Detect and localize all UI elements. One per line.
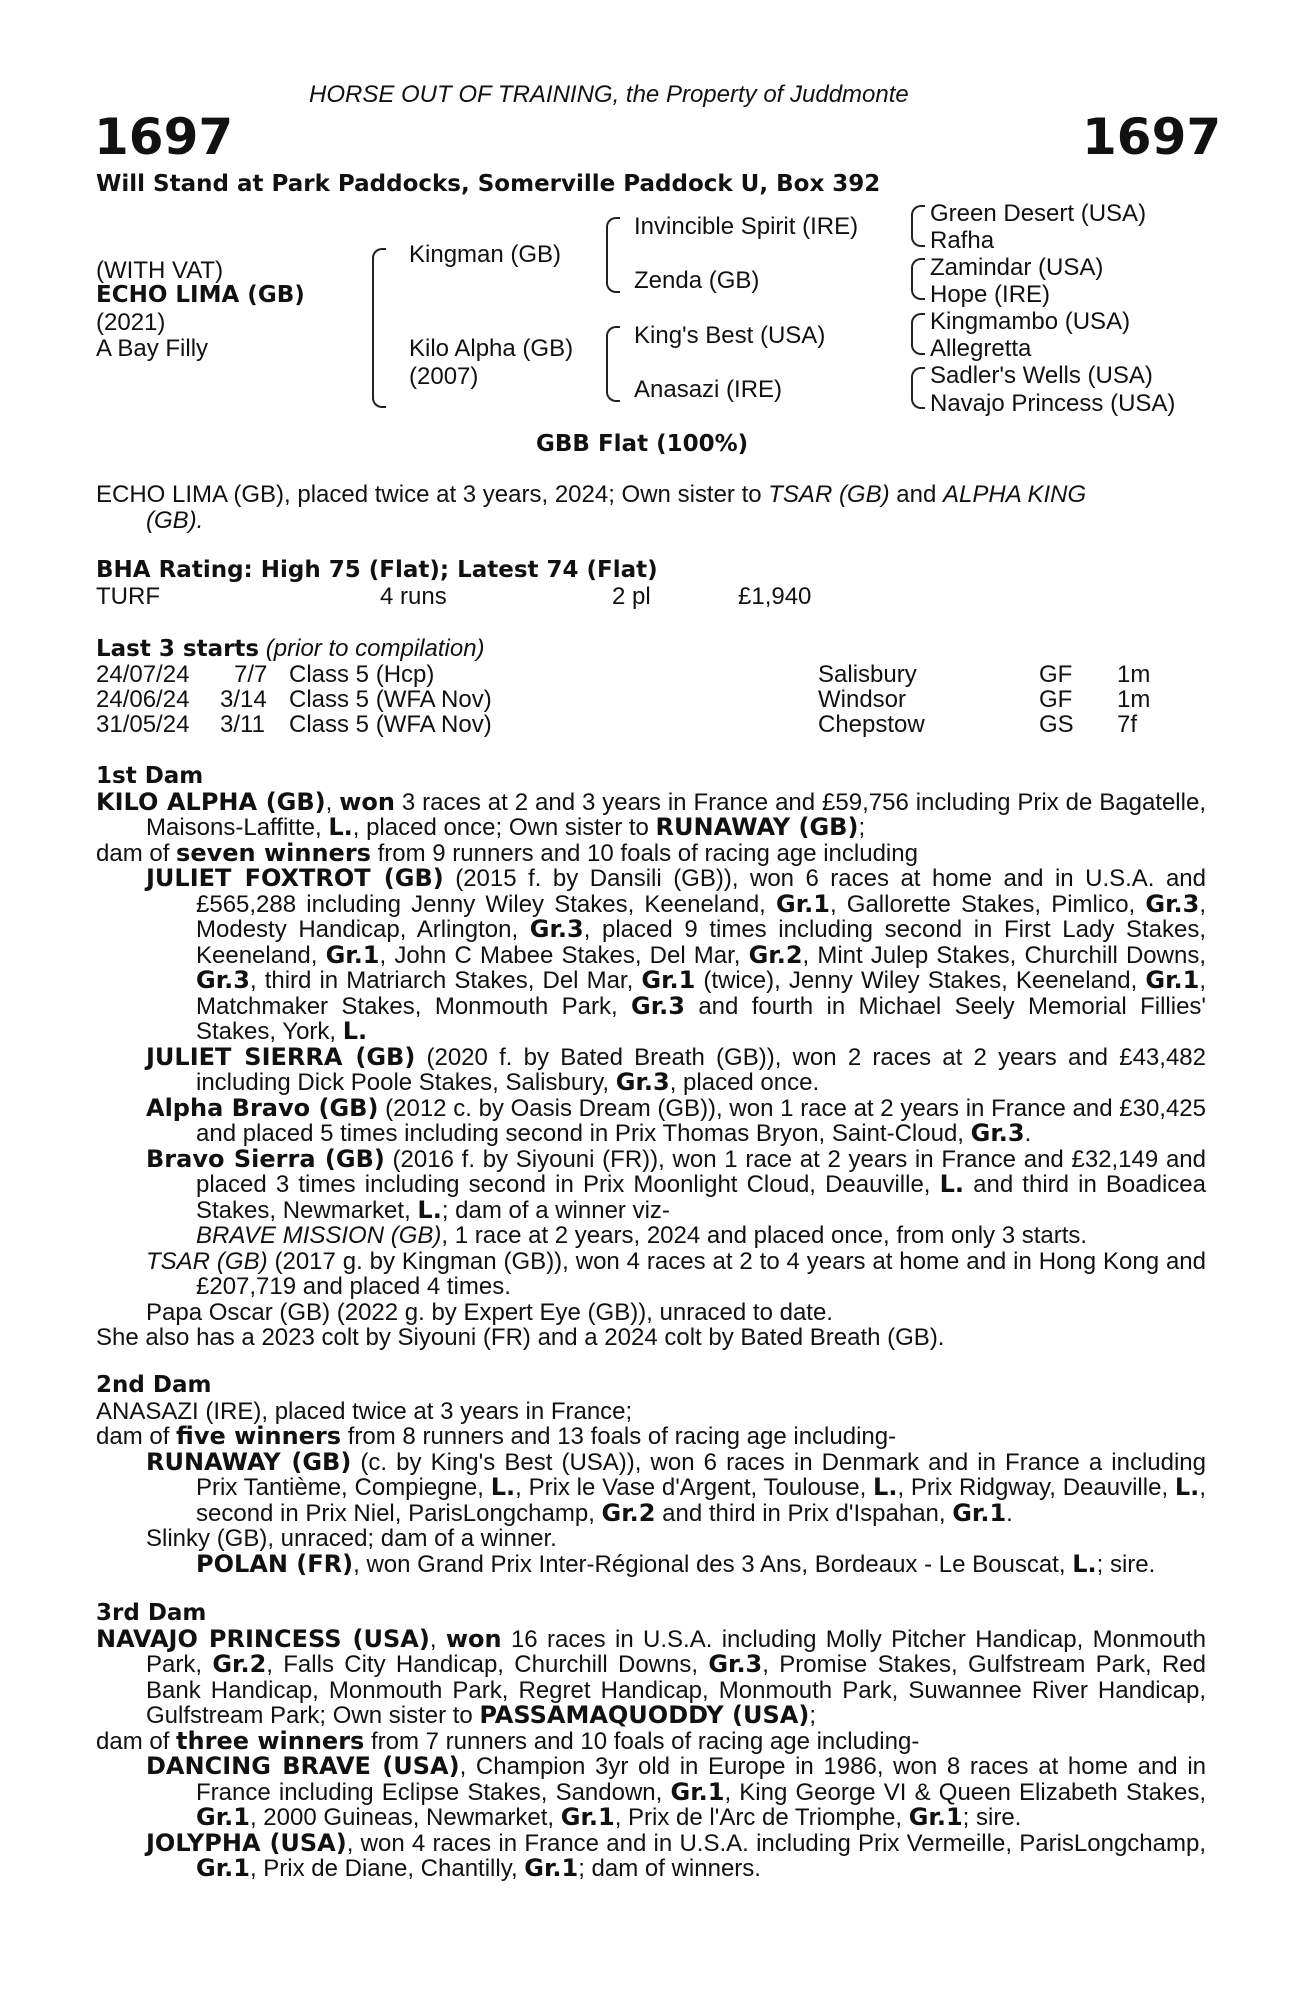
list-item: DANCING BRAVE (USA), Champion 3yr old in Europe in 1986, won 8 races at home and in France including Eclipse Stakes, Sandown, Gr.1, King George VI & Queen Elizabeth Stakes, Gr.1, 2000 Guineas, Newmarket, Gr.1, Prix de l'Arc de Triomphe, Gr.1; sire. (146, 1752, 1206, 1831)
summary: ECHO LIMA (GB), placed twice at 3 years, 2024; Own sister to TSAR (GB) and ALPHA KING (GB). (96, 481, 1087, 534)
dam-also-note: She also has a 2023 colt by Siyouni (FR) and a 2024 colt by Bated Breath (GB). (96, 1324, 945, 1351)
pedigree-dam: Kilo Alpha (GB) (409, 335, 574, 362)
section-title: 3rd Dam (96, 1600, 207, 1626)
list-item: POLAN (FR), won Grand Prix Inter-Régional des 3 Ans, Bordeaux - Le Bouscat, L.; sire. (196, 1549, 1156, 1578)
start-going: GF (1039, 686, 1073, 713)
vat-note: (WITH VAT) (96, 257, 224, 284)
dam-record: ANASAZI (IRE), placed twice at 3 years in France; (96, 1397, 633, 1425)
first-dam-section (96, 764, 1206, 1351)
pedigree-g3-8: Navajo Princess (USA) (930, 390, 1176, 417)
start-race: Class 5 (WFA Nov) (289, 686, 492, 713)
horse-description: A Bay Filly (96, 335, 209, 362)
table-row: 24/07/24 (96, 661, 190, 688)
start-dist: 1m (1117, 686, 1151, 713)
start-going: GS (1039, 711, 1074, 738)
rating-placed: 2 pl (612, 583, 651, 610)
table-row: 24/06/24 (96, 686, 190, 713)
start-course: Chepstow (818, 711, 925, 738)
start-course: Windsor (818, 686, 907, 713)
list-item: Slinky (GB), unraced; dam of a winner. (146, 1525, 557, 1552)
section-title: 2nd Dam (96, 1372, 212, 1398)
rating-surface: TURF (96, 583, 160, 610)
rating-runs: 4 runs (380, 583, 447, 610)
third-dam-section (96, 1601, 1206, 1882)
pedigree-brace-g3-4 (911, 367, 925, 409)
pedigree-sire-sire: Invincible Spirit (IRE) (634, 213, 859, 240)
dam-produce-summary: dam of three winners from 7 runners and 10 foals of racing age including- (96, 1726, 920, 1755)
list-item: JULIET SIERRA (GB) (2020 f. by Bated Breath (GB)), won 2 races at 2 years and £43,482 including Dick Poole Stakes, Salisbury, Gr.3, placed once. (146, 1042, 1206, 1096)
lot-number-right: 1697 (1082, 108, 1222, 166)
list-item: Alpha Bravo (GB) (2012 c. by Oasis Dream (GB)), won 1 race at 2 years in France and £30,425 and placed 5 times including second in Prix Thomas Bryon, Saint-Cloud, Gr.3. (146, 1093, 1207, 1147)
start-dist: 7f (1117, 711, 1138, 738)
dam-produce-summary: dam of five winners from 8 runners and 13 foals of racing age including- (96, 1422, 897, 1450)
pedigree-sire-dam: Zenda (GB) (634, 267, 760, 294)
rating-earnings: £1,940 (738, 583, 812, 610)
pedigree-dam-dam: Anasazi (IRE) (634, 376, 783, 403)
start-pos: 3/14 (220, 686, 267, 713)
bha-rating: BHA Rating: High 75 (Flat); Latest 74 (Flat) (96, 557, 658, 583)
pedigree-g3-6: Allegretta (930, 335, 1032, 362)
section-title: 1st Dam (96, 763, 204, 789)
pedigree-brace-main (372, 248, 386, 408)
list-item: JOLYPHA (USA), won 4 races in France and in U.S.A. including Prix Vermeille, ParisLongchamp, Gr.1, Prix de Diane, Chantilly, Gr.1; dam of winners. (146, 1828, 1206, 1882)
dam-record: KILO ALPHA (GB), won 3 races at 2 and 3 years in France and £59,756 including Prix de Bagatelle, Maisons-Laffitte, L., placed once; Own sister to RUNAWAY (GB); (96, 787, 1206, 841)
stand-location: Will Stand at Park Paddocks, Somerville Paddock U, Box 392 (96, 171, 881, 197)
pedigree-brace-g3-3 (911, 313, 925, 355)
pedigree-g3-4: Hope (IRE) (930, 281, 1051, 308)
breeding-tag: GBB Flat (100%) (536, 431, 749, 457)
last-starts-heading: Last 3 starts (prior to compilation) (96, 635, 485, 662)
start-pos: 3/11 (220, 711, 265, 738)
pedigree-brace-sire (606, 217, 620, 293)
pedigree-g3-2: Rafha (930, 227, 995, 254)
start-course: Salisbury (818, 661, 917, 688)
pedigree-sire: Kingman (GB) (409, 241, 562, 268)
pedigree-g3-3: Zamindar (USA) (930, 254, 1104, 281)
pedigree-dam-year: (2007) (409, 363, 479, 390)
dam-record: NAVAJO PRINCESS (USA), won 16 races in U.S.A. including Molly Pitcher Handicap, Monmouth Park, Gr.2, Falls City Handicap, Churchill Downs, Gr.3, Promise Stakes, Gulfstream Park, Red Bank Handicap, Monmouth Park, Regret Handicap, Monmouth Park, Suwannee River Handicap, Gulfstream Park; Own sister to PASSAMAQUODDY (USA); (96, 1624, 1206, 1729)
start-dist: 1m (1117, 661, 1151, 688)
list-item: BRAVE MISSION (GB), 1 race at 2 years, 2024 and placed once, from only 3 starts. (196, 1222, 1088, 1249)
list-item: Bravo Sierra (GB) (2016 f. by Siyouni (FR)), won 1 race at 2 years in France and £32,149 and placed 3 times including second in Prix Moonlight Cloud, Deauville, L. and third in Boadicea Stakes, Newmarket, L.; dam of a winner viz- (146, 1144, 1206, 1224)
list-item: RUNAWAY (GB) (c. by King's Best (USA)), won 6 races in Denmark and in France a including Prix Tantième, Compiegne, L., Prix le Vase d'Argent, Toulouse, L., Prix Ridgway, Deauville, L., second in Prix Niel, ParisLongchamp, Gr.2 and third in Prix d'Ispahan, Gr.1. (146, 1447, 1207, 1527)
horse-name: ECHO LIMA (GB) (96, 282, 305, 308)
start-going: GF (1039, 661, 1073, 688)
pedigree-g3-5: Kingmambo (USA) (930, 308, 1131, 335)
table-row: 31/05/24 (96, 711, 190, 738)
second-dam-section (96, 1373, 1206, 1577)
pedigree-g3-7: Sadler's Wells (USA) (930, 362, 1153, 389)
pedigree-brace-dam (606, 326, 620, 402)
pedigree-g3-1: Green Desert (USA) (930, 200, 1147, 227)
horse-year: (2021) (96, 309, 166, 336)
pedigree-brace-g3-1 (911, 205, 925, 247)
pedigree-dam-sire: King's Best (USA) (634, 322, 826, 349)
list-item: JULIET FOXTROT (GB) (2015 f. by Dansili (GB)), won 6 races at home and in U.S.A. and £565,288 including Jenny Wiley Stakes, Keeneland, Gr.1, Gallorette Stakes, Pimlico, Gr.3, Modesty Handicap, Arlington, Gr.3, placed 9 times including second in First Lady Stakes, Keeneland, Gr.1, John C Mabee Stakes, Del Mar, Gr.2, Mint Julep Stakes, Churchill Downs, Gr.3, third in Matriarch Stakes, Del Mar, Gr.1 (twice), Jenny Wiley Stakes, Keeneland, Gr.1, Matchmaker Stakes, Monmouth Park, Gr.3 and fourth in Michael Seely Memorial Fillies' Stakes, York, L. (146, 864, 1207, 1045)
start-pos: 7/7 (234, 661, 268, 688)
start-race: Class 5 (WFA Nov) (289, 711, 492, 738)
pedigree-brace-g3-2 (911, 258, 925, 300)
list-item: Papa Oscar (GB) (2022 g. by Expert Eye (GB)), unraced to date. (146, 1298, 833, 1326)
dam-produce-summary: dam of seven winners from 9 runners and 10 foals of racing age including (96, 838, 918, 867)
list-item: TSAR (GB) (2017 g. by Kingman (GB)), won 4 races at 2 to 4 years at home and in Hong Kong and £207,719 and placed 4 times. (146, 1247, 1206, 1300)
lot-number-left: 1697 (94, 108, 234, 166)
start-race: Class 5 (Hcp) (289, 661, 435, 688)
catalogue-subtitle: HORSE OUT OF TRAINING, the Property of Juddmonte (309, 81, 909, 108)
